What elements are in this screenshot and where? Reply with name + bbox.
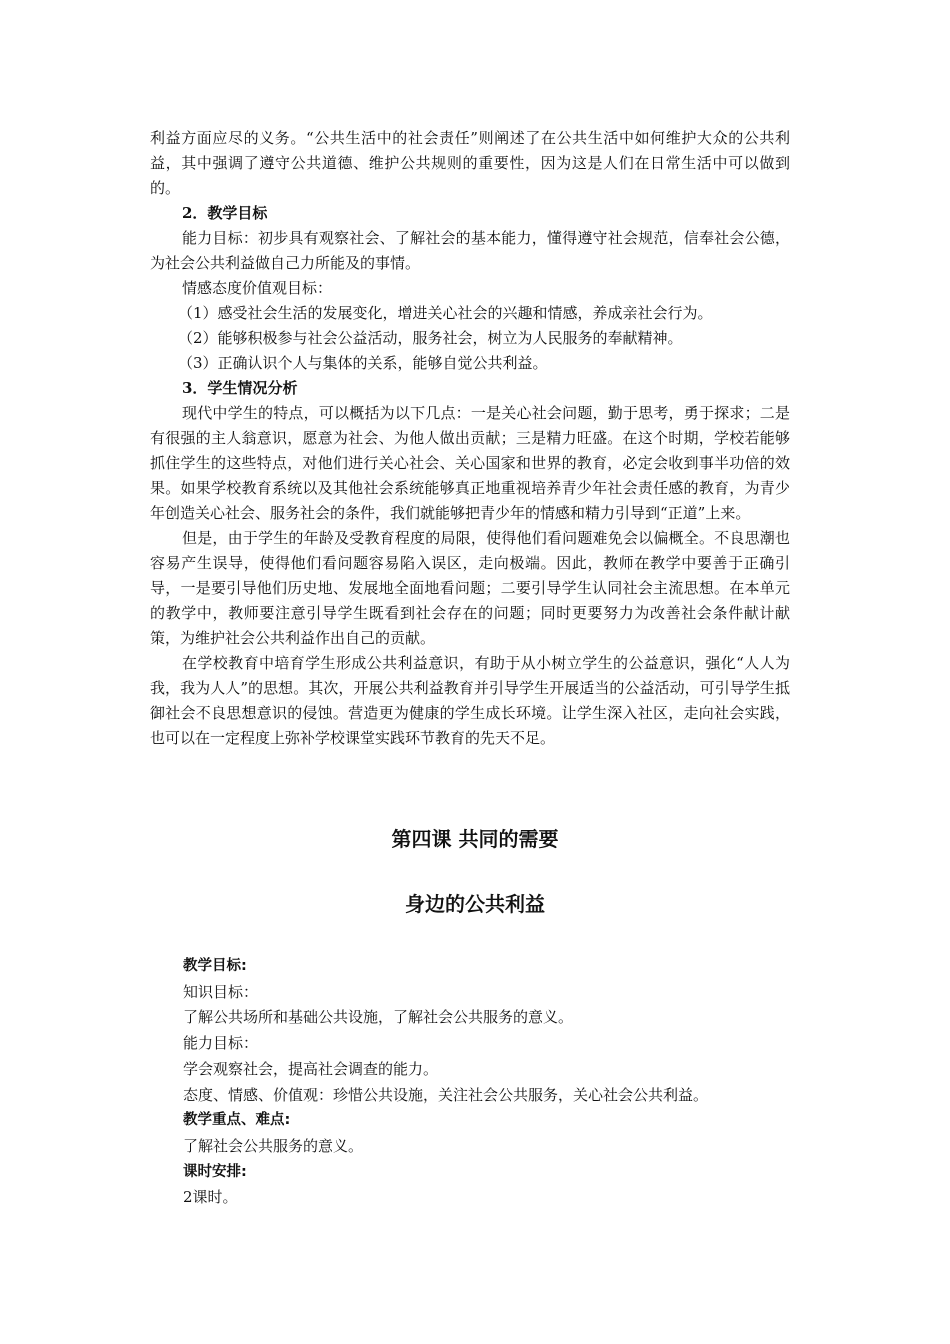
section-title: 身边的公共利益 bbox=[405, 892, 545, 916]
key-points-heading: 教学重点、难点: bbox=[183, 1112, 291, 1129]
schedule-text: 2课时。 bbox=[183, 1188, 238, 1207]
student-analysis-heading: 3．学生情况分析 bbox=[182, 379, 298, 397]
knowledge-goal-text: 了解公共场所和基础公共设施，了解社会公共服务的意义。 bbox=[183, 1008, 574, 1027]
lesson-plan bbox=[183, 954, 783, 1211]
student-analysis-paragraph: 现代中学生的特点，可以概括为以下几点：一是关心社会问题，勤于思考，勇于探求；二是有很强的主人翁意识，愿意为社会、为他人做出贡献；三是精力旺盛。在这个时期，学校若能够抓住学生的这些特点，对他们进行关心社会、关心国家和世界的教育，必定会收到事半功倍的效果。如果学校教育系统以及其他社会系统能够真正地重视培养青少年社会责任感的教育，为青少年创造关心社会、服务社会的条件，我们就能够把青少年的情感和精力引导到“正道”上来。 bbox=[150, 404, 790, 522]
emotion-goal-heading: 情感态度价值观目标： bbox=[182, 279, 333, 297]
ability-goal-label: 能力目标： bbox=[183, 1034, 259, 1053]
emotion-goal-item: （1）感受社会生活的发展变化，增进关心社会的兴趣和情感，养成亲社会行为。 bbox=[178, 304, 713, 322]
document-body bbox=[150, 126, 790, 751]
attitude-goal-text: 态度、情感、价值观：珍惜公共设施，关注社会公共服务，关心社会公共利益。 bbox=[183, 1085, 709, 1104]
plan-goals-heading: 教学目标: bbox=[183, 958, 247, 974]
ability-goal-text: 学会观察社会，提高社会调查的能力。 bbox=[183, 1059, 439, 1078]
intro-paragraph: 利益方面应尽的义务。“公共生活中的社会责任”则阐述了在公共生活中如何维护大众的公共利益，其中强调了遵守公共道德、维护公共规则的重要性，因为这是人们在日常生活中可以做到的。 bbox=[150, 129, 790, 197]
emotion-goal-item: （3）正确认识个人与集体的关系，能够自觉公共利益。 bbox=[178, 354, 548, 372]
ability-goal-paragraph: 能力目标：初步具有观察社会、了解社会的基本能力，懂得遵守社会规范，信奉社会公德，为社会公共利益做自己力所能及的事情。 bbox=[150, 229, 790, 272]
student-analysis-paragraph: 在学校教育中培育学生形成公共利益意识，有助于从小树立学生的公益意识，强化“人人为我，我为人人”的思想。其次，开展公共利益教育并引导学生开展适当的公益活动，可引导学生抵御社会不良思想意识的侵蚀。营造更为健康的学生成长环境。让学生深入社区，走向社会实践，也可以在一定程度上弥补学校课堂实践环节教育的先天不足。 bbox=[150, 654, 790, 747]
key-points-text: 了解社会公共服务的意义。 bbox=[183, 1136, 364, 1155]
knowledge-goal-label: 知识目标： bbox=[183, 982, 259, 1001]
schedule-heading: 课时安排: bbox=[183, 1163, 247, 1180]
lesson-title: 第四课 共同的需要 bbox=[391, 827, 559, 851]
teaching-goals-heading: 2．教学目标 bbox=[182, 204, 268, 222]
student-analysis-paragraph: 但是，由于学生的年龄及受教育程度的局限，使得他们看问题难免会以偏概全。不良思潮也容易产生误导，使得他们看问题容易陷入误区，走向极端。因此，教师在教学中要善于正确引导，一是要引导他们历史地、发展地全面地看问题；二要引导学生认同社会主流思想。在本单元的教学中，教师要注意引导学生既看到社会存在的问题；同时更要努力为改善社会条件献计献策，为维护社会公共利益作出自己的贡献。 bbox=[150, 529, 790, 647]
emotion-goal-item: （2）能够积极参与社会公益活动，服务社会，树立为人民服务的奉献精神。 bbox=[178, 329, 683, 347]
